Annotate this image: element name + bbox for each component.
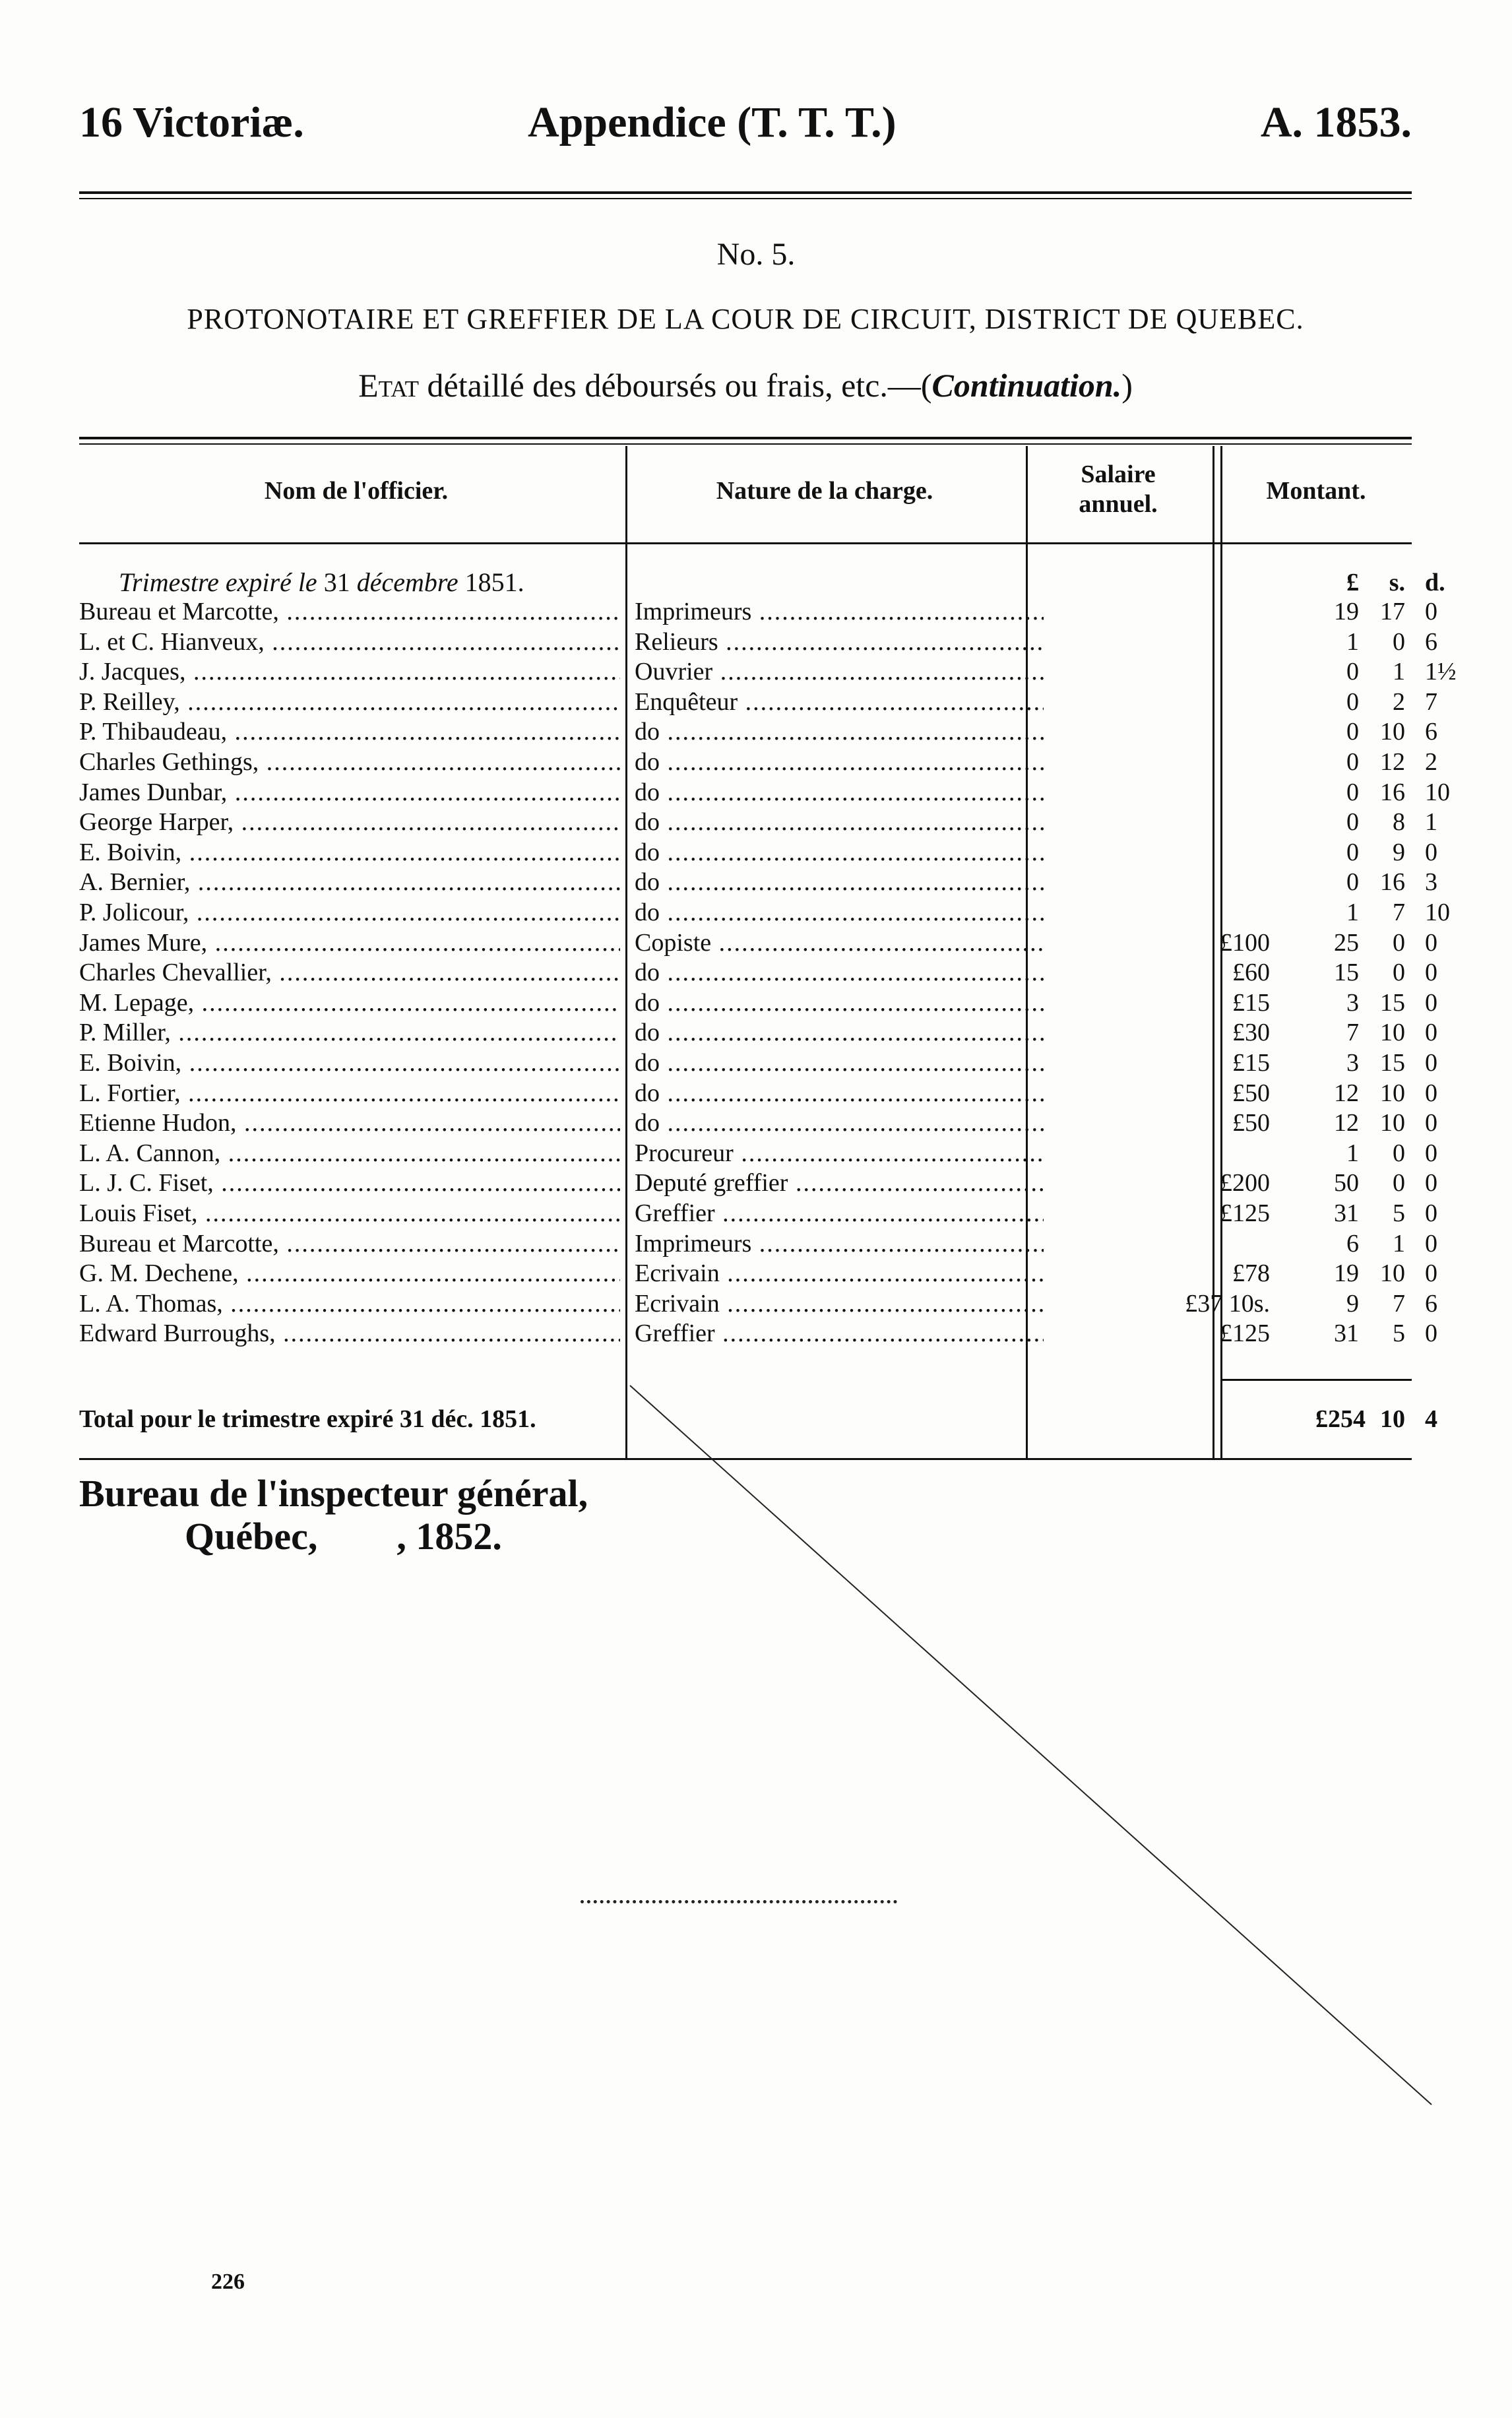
amount-shillings: 0	[1393, 1169, 1405, 1197]
charge-nature: do .....	[635, 957, 1044, 988]
charge-nature: Enquêteur .....	[635, 687, 1044, 717]
amount-shillings: 0	[1393, 1139, 1405, 1167]
subtitle-italic: Continuation.	[931, 367, 1122, 404]
amount-shillings: 0	[1393, 959, 1405, 987]
annual-salary: £30	[1232, 1019, 1270, 1047]
total-shillings: 10	[1380, 1405, 1405, 1433]
amount-pounds: 3	[1346, 988, 1359, 1017]
amount-pounds: 0	[1346, 658, 1359, 686]
amount-pence: 0	[1425, 1079, 1437, 1107]
amount-pounds: 31	[1334, 1320, 1359, 1348]
document-number: No. 5.	[716, 237, 796, 272]
annual-salary: £78	[1232, 1259, 1270, 1288]
document-title: PROTONOTAIRE ET GREFFIER DE LA COUR DE CIRCUIT, DISTRICT DE QUEBEC.	[187, 303, 1304, 335]
amount-pence: 0	[1425, 1229, 1437, 1257]
charge-nature: Ecrivain .....	[635, 1258, 1044, 1289]
officer-name: E. Boivin, .....	[79, 1048, 620, 1078]
amount-pence: 0	[1425, 1139, 1437, 1167]
amount-shillings: 2	[1393, 687, 1405, 716]
charge-nature: Ouvrier .....	[635, 656, 1044, 687]
annual-salary: £125	[1220, 1320, 1270, 1348]
officer-name: M. Lepage, .....	[79, 988, 620, 1018]
quarter-label-year: 1851.	[458, 567, 524, 597]
charge-nature: do .....	[635, 777, 1044, 808]
amount-pence: 0	[1425, 959, 1437, 987]
header-name: Nom de l'officier.	[264, 477, 449, 505]
amount-pence: 10	[1425, 778, 1450, 806]
total-pounds: £254	[1315, 1405, 1366, 1433]
running-head-center: Appendice (T. T. T.)	[528, 98, 897, 146]
amount-pence: 0	[1425, 1109, 1437, 1137]
footer-office: Bureau de l'inspecteur général,	[79, 1472, 588, 1515]
amount-pounds: 9	[1346, 1289, 1359, 1318]
amount-pence: 10	[1425, 899, 1450, 926]
subtitle-text: détaillé des déboursés ou frais, etc.—(	[419, 367, 932, 404]
annual-salary: £15	[1232, 1049, 1270, 1077]
annual-salary: £100	[1220, 928, 1270, 957]
unit-pounds: £	[1346, 569, 1359, 596]
amount-shillings: 7	[1393, 1289, 1405, 1318]
charge-nature: Greffier .....	[635, 1318, 1044, 1349]
amount-shillings: 10	[1380, 1079, 1405, 1107]
amount-pounds: 12	[1334, 1079, 1359, 1107]
amount-pence: 0	[1425, 1049, 1437, 1077]
amount-pounds: 31	[1334, 1199, 1359, 1227]
amount-pounds: 15	[1334, 959, 1359, 987]
officer-name: G. M. Dechene, .....	[79, 1258, 620, 1289]
officer-name: Bureau et Marcotte, .....	[79, 596, 620, 627]
amount-shillings: 1	[1393, 658, 1405, 686]
amount-pounds: 0	[1346, 748, 1359, 776]
amount-pounds: 0	[1346, 778, 1359, 806]
amount-pence: 0	[1425, 1199, 1437, 1227]
quarter-label-month: décembre	[356, 567, 458, 597]
amount-shillings: 15	[1380, 988, 1405, 1017]
officer-name: L. J. C. Fiset, .....	[79, 1168, 620, 1198]
amount-shillings: 9	[1393, 838, 1405, 866]
total-pence: 4	[1425, 1405, 1437, 1433]
officer-name: P. Thibaudeau, .....	[79, 716, 620, 747]
amount-pounds: 1	[1346, 1139, 1359, 1167]
amount-pence: 0	[1425, 988, 1437, 1017]
amount-pounds: 7	[1346, 1019, 1359, 1047]
amount-pence: 0	[1425, 598, 1437, 625]
quarter-label-num: 31	[317, 567, 357, 597]
charge-nature: do .....	[635, 897, 1044, 928]
officer-name: Charles Gethings, .....	[79, 747, 620, 777]
amount-pence: 6	[1425, 718, 1437, 746]
amount-pence: 0	[1425, 1169, 1437, 1197]
amount-pence: 6	[1425, 1289, 1437, 1318]
amount-pence: 3	[1425, 868, 1437, 897]
officer-name: James Mure, .....	[79, 928, 620, 958]
header-amount: Montant.	[1266, 477, 1366, 505]
amount-shillings: 17	[1380, 598, 1405, 625]
amount-pence: 0	[1425, 838, 1437, 866]
amount-shillings: 10	[1380, 718, 1405, 746]
officer-name: P. Miller, .....	[79, 1017, 620, 1048]
amount-pounds: 50	[1334, 1169, 1359, 1197]
unit-pence: d.	[1425, 569, 1445, 596]
annual-salary: £15	[1232, 988, 1270, 1017]
officer-name: Edward Burroughs, .....	[79, 1318, 620, 1349]
officer-name: Bureau et Marcotte, .....	[79, 1228, 620, 1259]
closing-dotted-rule	[581, 1900, 897, 1903]
amount-shillings: 1	[1393, 1229, 1405, 1257]
amount-shillings: 8	[1393, 808, 1405, 837]
amount-shillings: 7	[1393, 899, 1405, 926]
amount-shillings: 5	[1393, 1320, 1405, 1348]
amount-pounds: 0	[1346, 838, 1359, 866]
charge-nature: Deputé greffier .....	[635, 1168, 1044, 1198]
footer-year: , 1852.	[396, 1515, 502, 1558]
amount-pence: 0	[1425, 1019, 1437, 1047]
amount-pounds: 1	[1346, 899, 1359, 926]
amount-shillings: 15	[1380, 1049, 1405, 1077]
charge-nature: do .....	[635, 988, 1044, 1018]
amount-pounds: 12	[1334, 1109, 1359, 1137]
annual-salary: £37 10s.	[1185, 1289, 1270, 1318]
header-salary-1: Salaire	[1081, 461, 1156, 488]
officer-name: L. Fortier, .....	[79, 1078, 620, 1108]
officer-name: E. Boivin, .....	[79, 837, 620, 868]
amount-shillings: 12	[1380, 748, 1405, 776]
amount-pence: 0	[1425, 1259, 1437, 1288]
amount-pounds: 0	[1346, 718, 1359, 746]
officer-name: Charles Chevallier, .....	[79, 957, 620, 988]
officer-name: George Harper, .....	[79, 807, 620, 837]
amount-shillings: 5	[1393, 1199, 1405, 1227]
total-label: Total pour le trimestre expiré 31 déc. 1851.	[79, 1405, 536, 1433]
amount-pence: 0	[1425, 928, 1437, 957]
subtitle-smallcaps: Etat	[358, 367, 420, 404]
charge-nature: do .....	[635, 716, 1044, 747]
officer-name: Etienne Hudon, .....	[79, 1108, 620, 1138]
officer-name: L. A. Cannon, .....	[79, 1138, 620, 1168]
charge-nature: Imprimeurs .....	[635, 596, 1044, 627]
officer-name: L. et C. Hianveux, .....	[79, 627, 620, 657]
amount-pounds: 25	[1334, 928, 1359, 957]
officer-name: L. A. Thomas, .....	[79, 1289, 620, 1319]
charge-nature: Procureur .....	[635, 1138, 1044, 1168]
amount-pence: 6	[1425, 627, 1437, 656]
quarter-label-italic: Trimestre expiré le	[119, 567, 317, 597]
charge-nature: do .....	[635, 1017, 1044, 1048]
amount-shillings: 0	[1393, 928, 1405, 957]
annual-salary: £125	[1220, 1199, 1270, 1227]
running-head-right: A. 1853.	[1260, 98, 1412, 146]
amount-shillings: 10	[1380, 1109, 1405, 1137]
amount-shillings: 16	[1380, 868, 1405, 897]
annual-salary: £50	[1232, 1079, 1270, 1107]
charge-nature: do .....	[635, 1048, 1044, 1078]
amount-shillings: 10	[1380, 1019, 1405, 1047]
amount-pounds: 0	[1346, 687, 1359, 716]
charge-nature: Greffier .....	[635, 1198, 1044, 1228]
charge-nature: do .....	[635, 747, 1044, 777]
annual-salary: £50	[1232, 1109, 1270, 1137]
running-head-left: 16 Victoriæ.	[79, 98, 304, 146]
amount-pence: 1½	[1425, 658, 1457, 686]
amount-pence: 7	[1425, 687, 1437, 716]
amount-pounds: 6	[1346, 1229, 1359, 1257]
charge-nature: Imprimeurs .....	[635, 1228, 1044, 1259]
charge-nature: do .....	[635, 1078, 1044, 1108]
amount-pence: 1	[1425, 808, 1437, 837]
unit-shillings: s.	[1389, 569, 1405, 596]
amount-shillings: 0	[1393, 627, 1405, 656]
charge-nature: do .....	[635, 837, 1044, 868]
charge-nature: do .....	[635, 1108, 1044, 1138]
amount-pence: 0	[1425, 1320, 1437, 1348]
header-salary-2: annuel.	[1079, 490, 1158, 518]
officer-name: P. Reilley, .....	[79, 687, 620, 717]
stray-diagonal-line	[630, 1385, 1432, 2105]
amount-shillings: 16	[1380, 778, 1405, 806]
amount-pounds: 3	[1346, 1049, 1359, 1077]
amount-shillings: 10	[1380, 1259, 1405, 1288]
charge-nature: Ecrivain .....	[635, 1289, 1044, 1319]
header-nature: Nature de la charge.	[716, 477, 933, 505]
annual-salary: £60	[1232, 959, 1270, 987]
officer-name: James Dunbar, .....	[79, 777, 620, 808]
charge-nature: do .....	[635, 867, 1044, 897]
footer-place: Québec,	[185, 1515, 318, 1558]
page-folio: 226	[211, 2270, 245, 2294]
amount-pounds: 19	[1334, 1259, 1359, 1288]
amount-pence: 2	[1425, 748, 1437, 776]
amount-pounds: 0	[1346, 808, 1359, 837]
officer-name: Louis Fiset, .....	[79, 1198, 620, 1228]
charge-nature: Relieurs .....	[635, 627, 1044, 657]
officer-name: J. Jacques, .....	[79, 656, 620, 687]
officer-name: P. Jolicour, .....	[79, 897, 620, 928]
subtitle-end: )	[1121, 367, 1133, 404]
amount-pounds: 19	[1334, 598, 1359, 625]
charge-nature: do .....	[635, 807, 1044, 837]
officer-name: A. Bernier, .....	[79, 867, 620, 897]
annual-salary: £200	[1220, 1169, 1270, 1197]
charge-nature: Copiste .....	[635, 928, 1044, 958]
amount-pounds: 0	[1346, 868, 1359, 897]
amount-pounds: 1	[1346, 627, 1359, 656]
